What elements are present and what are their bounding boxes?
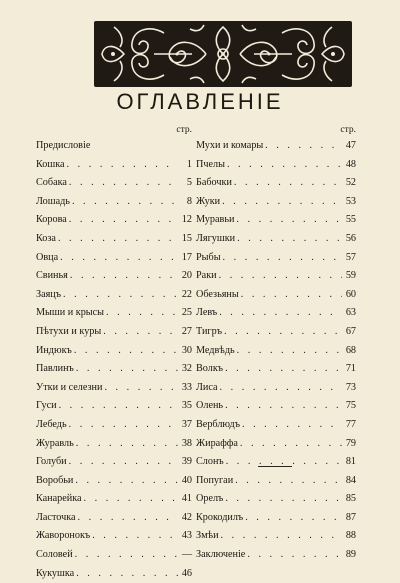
toc-entry [36, 286, 192, 305]
dot-leader [245, 509, 342, 528]
toc-entry [36, 490, 192, 509]
toc-entry-title: Рыбы [196, 251, 221, 263]
toc-entry [36, 527, 192, 546]
toc-entry-title: Заключеніе [196, 549, 246, 561]
toc-entry-title: Олень [196, 400, 224, 412]
toc-entry-title: Раки [196, 270, 217, 282]
dot-leader [75, 472, 178, 491]
toc-entry-title: Коза [36, 232, 56, 244]
toc-entry-page-number: 67 [345, 325, 356, 337]
toc-entry-page-number: 37 [181, 418, 192, 430]
dot-leader [58, 230, 178, 249]
toc-list-left [36, 137, 192, 583]
dot-leader [225, 360, 342, 379]
toc-entry-title: Гуси [36, 400, 57, 412]
dot-leader [63, 286, 178, 305]
toc-entry [196, 397, 356, 416]
toc-entry-title: Бабочки [196, 177, 232, 189]
dot-leader [76, 435, 178, 454]
toc-entry [196, 527, 356, 546]
toc-entry-page-number: 5 [186, 177, 192, 189]
toc-entry-page-number: 39 [181, 456, 192, 468]
toc-entry [36, 249, 192, 268]
toc-entry-page-number: 53 [345, 195, 356, 207]
toc-entry-page-number: 88 [345, 530, 356, 542]
toc-entry-page-number: 73 [345, 381, 356, 393]
toc-entry-title: Жуки [196, 195, 221, 207]
toc-entry [196, 304, 356, 323]
toc-entry [196, 509, 356, 528]
toc-entry-title: Попугаи [196, 474, 234, 486]
dot-leader [237, 230, 342, 249]
dot-leader [72, 193, 178, 212]
toc-entry-page-number: 41 [181, 493, 192, 505]
toc-entry-page-number: 35 [181, 400, 192, 412]
dot-leader [221, 527, 342, 546]
toc-entry [36, 565, 192, 583]
toc-entry-page-number: 71 [345, 363, 356, 375]
toc-entry-title: Собака [36, 177, 67, 189]
dot-leader [226, 453, 342, 472]
toc-entry [36, 137, 192, 156]
toc-entry-page-number: 17 [181, 251, 192, 263]
toc-entry [36, 360, 192, 379]
dot-leader [223, 249, 342, 268]
dot-leader [69, 211, 178, 230]
toc-entry-page-number: 87 [345, 511, 356, 523]
toc-entry-page-number: 59 [345, 270, 356, 282]
toc-entry-title: Воробьи [36, 474, 74, 486]
toc-entry [36, 230, 192, 249]
dot-leader [219, 304, 342, 323]
toc-entry [196, 286, 356, 305]
toc-entry-title: Мухи и комары [196, 140, 264, 151]
dot-leader [236, 211, 342, 230]
dot-leader [84, 490, 178, 509]
toc-entry-title: Овца [36, 251, 59, 263]
toc-entry-page-number: 15 [181, 232, 192, 244]
toc-entry [36, 397, 192, 416]
toc-entry-title: Кошка [36, 158, 65, 170]
dot-leader [69, 416, 178, 435]
toc-entry-title: Предисловіе [36, 140, 91, 151]
toc-entry-title: Журавль [36, 437, 74, 449]
dot-leader [234, 174, 342, 193]
dot-leader [241, 286, 342, 305]
toc-entry-title: Волкъ [196, 363, 224, 375]
toc-entry [196, 137, 356, 156]
toc-entry [36, 509, 192, 528]
toc-entry-page-number: 32 [181, 363, 192, 375]
toc-entry-page-number: 56 [345, 232, 356, 244]
toc-entry-title: Орелъ [196, 493, 224, 505]
toc-entry-title: Лебедь [36, 418, 67, 430]
dot-leader [59, 397, 178, 416]
toc-entry-title: Крокодилъ [196, 511, 244, 523]
toc-entry-page-number: 77 [345, 418, 356, 430]
toc-entry-page-number: 48 [345, 158, 356, 170]
toc-entry-title: Кукушка [36, 567, 75, 579]
toc-entry-page-number: 20 [181, 270, 192, 282]
toc-entry-page-number: 89 [345, 549, 356, 561]
toc-entry [36, 267, 192, 286]
toc-entry [196, 472, 356, 491]
toc-entry-title: Слонъ [196, 456, 224, 468]
toc-entry-page-number: 22 [181, 288, 192, 300]
dot-leader [67, 156, 178, 175]
dot-leader [240, 435, 342, 454]
toc-entry-title: Левъ [196, 307, 218, 319]
page-column-header: стр. [340, 125, 356, 135]
dot-leader [70, 267, 178, 286]
page-column-header: стр. [176, 125, 192, 135]
toc-entry-page-number: 85 [345, 493, 356, 505]
toc-entry-page-number: 33 [181, 381, 192, 393]
toc-entry [196, 323, 356, 342]
toc-entry-title: Муравьи [196, 214, 235, 226]
dot-leader [104, 379, 178, 398]
toc-entry-title: Ласточка [36, 511, 76, 523]
toc-entry-title: Соловей [36, 549, 73, 561]
toc-entry [196, 342, 356, 361]
dot-leader [224, 323, 342, 342]
toc-entry-page-number: 47 [345, 140, 356, 151]
dot-leader [265, 137, 342, 156]
toc-entry-page-number: 75 [345, 400, 356, 412]
toc-entry-title: Жираффа [196, 437, 238, 449]
dot-leader [237, 342, 342, 361]
toc-entry [196, 211, 356, 230]
dot-leader [220, 379, 342, 398]
dot-leader [92, 527, 178, 546]
toc-entry [36, 323, 192, 342]
toc-entry-page-number: 63 [345, 307, 356, 319]
toc-column-left [36, 124, 192, 583]
toc-entry [196, 490, 356, 509]
toc-entry-page-number: — [181, 549, 192, 561]
toc-entry-title: Заяцъ [36, 288, 62, 300]
toc-entry-title: Мыши и крысы [36, 307, 104, 319]
toc-entry-page-number: 57 [345, 251, 356, 263]
dot-leader [225, 490, 342, 509]
toc-entry [36, 472, 192, 491]
toc-entry-title: Жаворонокъ [36, 530, 91, 542]
dot-leader [60, 249, 178, 268]
toc-entry [196, 193, 356, 212]
toc-list-right [196, 137, 356, 565]
toc-entry-page-number: 8 [186, 195, 192, 207]
dot-leader [219, 267, 342, 286]
toc-entry [196, 267, 356, 286]
dot-leader [222, 193, 342, 212]
decorative-header-ornament [94, 21, 352, 87]
toc-entry [36, 193, 192, 212]
toc-entry-page-number: 40 [181, 474, 192, 486]
toc-entry [36, 156, 192, 175]
toc-column-right [196, 124, 356, 565]
dot-leader [76, 565, 178, 583]
toc-entry-title: Индюкъ [36, 344, 72, 356]
dot-leader [247, 546, 342, 565]
toc-entry-page-number: 30 [181, 344, 192, 356]
toc-entry [36, 546, 192, 565]
dot-leader [74, 342, 178, 361]
toc-entry [36, 435, 192, 454]
toc-entry-title: Змѣи [196, 530, 219, 542]
toc-entry-title: Медвѣдь [196, 344, 235, 356]
dot-leader [75, 546, 178, 565]
toc-entry-page-number: 43 [181, 530, 192, 542]
toc-entry [196, 453, 356, 472]
toc-entry-title: Лиса [196, 381, 218, 393]
toc-entry [196, 379, 356, 398]
toc-entry-page-number: 52 [345, 177, 356, 189]
dot-leader [103, 323, 178, 342]
toc-entry [36, 379, 192, 398]
dot-leader [242, 416, 342, 435]
dot-leader [106, 304, 178, 323]
toc-entry-title: Верблюдъ [196, 418, 240, 430]
toc-entry-title: Павлинъ [36, 363, 74, 375]
toc-entry-page-number: 42 [181, 511, 192, 523]
dot-leader [78, 509, 178, 528]
toc-entry-page-number: 25 [181, 307, 192, 319]
toc-entry-title: Свинья [36, 270, 68, 282]
dot-leader [69, 174, 178, 193]
toc-entry-page-number: 38 [181, 437, 192, 449]
page-title: ОГЛАВЛЕНІЕ [116, 89, 284, 114]
toc-entry [36, 342, 192, 361]
toc-entry-page-number: 79 [345, 437, 356, 449]
toc-entry-page-number: 68 [345, 344, 356, 356]
toc-entry-title: Корова [36, 214, 67, 226]
toc-entry [36, 211, 192, 230]
toc-entry [196, 230, 356, 249]
toc-entry-title: Лошадь [36, 195, 70, 207]
dot-leader [225, 397, 342, 416]
toc-entry [196, 416, 356, 435]
toc-entry-title: Утки и селезни [36, 381, 103, 393]
toc-entry-page-number: 46 [181, 567, 192, 579]
toc-entry-page-number: 55 [345, 214, 356, 226]
toc-entry-title: Лягушки [196, 232, 236, 244]
toc-entry-page-number: 60 [345, 288, 356, 300]
toc-entry [196, 156, 356, 175]
toc-entry-page-number: 81 [345, 456, 356, 468]
toc-entry [196, 174, 356, 193]
toc-entry [196, 249, 356, 268]
dot-leader [235, 472, 342, 491]
dot-leader [76, 360, 178, 379]
toc-entry-title: Голуби [36, 456, 67, 468]
toc-entry [196, 435, 356, 454]
toc-entry-page-number: 1 [186, 158, 192, 170]
toc-entry [36, 174, 192, 193]
toc-entry-title: Тигръ [196, 325, 222, 337]
toc-entry-page-number: 84 [345, 474, 356, 486]
toc-entry-title: Обезьяны [196, 288, 239, 300]
toc-entry-title: Пѣтухи и куры [36, 325, 102, 337]
toc-entry [196, 546, 356, 565]
toc-entry-title: Пчелы [196, 158, 225, 170]
toc-entry [36, 416, 192, 435]
toc-entry-page-number: 12 [181, 214, 192, 226]
toc-entry [36, 304, 192, 323]
toc-entry-title: Канарейка [36, 493, 82, 505]
dot-leader [69, 453, 178, 472]
toc-entry [36, 453, 192, 472]
dot-leader [227, 156, 342, 175]
toc-entry-page-number: 27 [181, 325, 192, 337]
ornament-scrollwork-icon [94, 21, 352, 87]
toc-entry [196, 360, 356, 379]
end-rule-divider [258, 466, 292, 467]
